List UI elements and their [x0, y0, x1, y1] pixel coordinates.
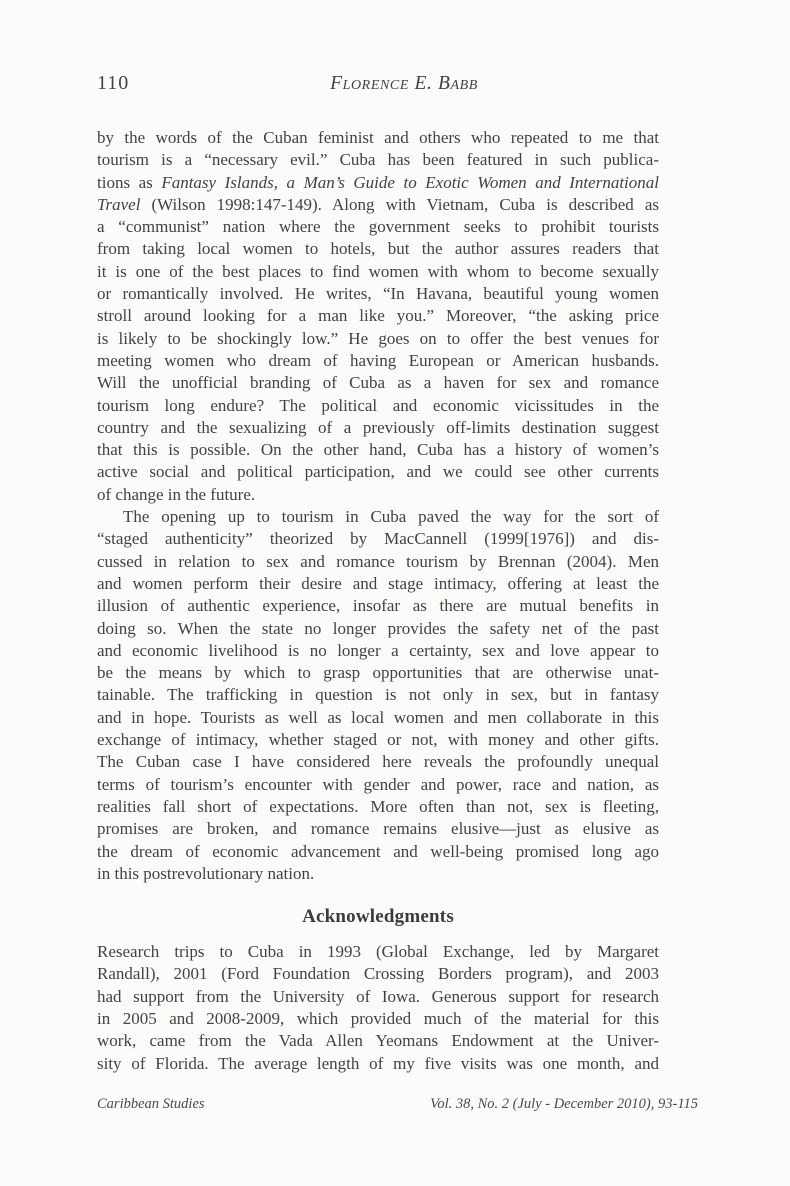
text-line: tainable. The trafficking in question is not only in sex, but in fantasy	[97, 685, 659, 705]
text-line: and women perform their desire and stage intimacy, offering at least the	[97, 573, 659, 593]
text-line: exchange of intimacy, whether staged or not, with money and other gifts.	[97, 730, 659, 750]
text-line: Randall), 2001 (Ford Foundation Crossing Borders program), and 2003	[97, 964, 659, 984]
article-body	[97, 127, 659, 1075]
volume-info: Vol. 38, No. 2 (July - December 2010), 93-115	[430, 1096, 698, 1112]
text-line: it is one of the best places to find women with whom to become sexually	[97, 261, 659, 281]
text-line: had support from the University of Iowa. Generous support for research	[97, 986, 659, 1006]
text-line: in this postrevolutionary nation.	[97, 863, 315, 883]
text-line: country and the sexualizing of a previously off-limits destination suggest	[97, 417, 659, 437]
text-line: tions as Fantasy Islands, a Man’s Guide to Exotic Women and International	[97, 172, 659, 192]
text-line: cussed in relation to sex and romance tourism by Brennan (2004). Men	[97, 551, 659, 571]
page-header	[97, 72, 659, 98]
text-line: active social and political participation, and we could see other currents	[97, 462, 659, 482]
text-line: Will the unofficial branding of Cuba as a haven for sex and romance	[97, 373, 659, 393]
paragraph	[97, 127, 659, 506]
page-number: 110	[97, 72, 130, 94]
section-heading: Acknowledgments	[302, 906, 454, 928]
text-line: that this is possible. On the other hand, Cuba has a history of women’s	[97, 440, 659, 460]
text-line: doing so. When the state no longer provides the safety net of the past	[97, 618, 659, 638]
text-line: the dream of economic advancement and well-being promised long ago	[97, 841, 659, 861]
text-line: realities fall short of expectations. More often than not, sex is fleeting,	[97, 796, 659, 816]
text-line: is likely to be shockingly low.” He goes on to offer the best venues for	[97, 328, 659, 348]
text-line: tourism long endure? The political and economic vicissitudes in the	[97, 395, 659, 415]
text-line: Research trips to Cuba in 1993 (Global Exchange, led by Margaret	[97, 942, 659, 962]
text-line: “staged authenticity” theorized by MacCannell (1999[1976]) and dis-	[97, 529, 659, 549]
text-line: The opening up to tourism in Cuba paved the way for the sort of	[123, 507, 659, 527]
text-line: Travel (Wilson 1998:147-149). Along with Vietnam, Cuba is described as	[97, 194, 659, 214]
text-line: from taking local women to hotels, but the author assures readers that	[97, 239, 659, 259]
text-line: or romantically involved. He writes, “In Havana, beautiful young women	[97, 284, 659, 304]
text-line: illusion of authentic experience, insofar as there are mutual benefits in	[97, 596, 659, 616]
text-line: in 2005 and 2008-2009, which provided much of the material for this	[97, 1008, 659, 1028]
text-line: The Cuban case I have considered here reveals the profoundly unequal	[97, 752, 659, 772]
text-line: work, came from the Vada Allen Yeomans Endowment at the Univer-	[97, 1031, 659, 1051]
paragraph	[97, 506, 659, 885]
text-line: and in hope. Tourists as well as local women and men collaborate in this	[97, 707, 659, 727]
text-line: tourism is a “necessary evil.” Cuba has been featured in such publica-	[97, 150, 659, 170]
text-line: stroll around looking for a man like you.” Moreover, “the asking price	[97, 306, 659, 326]
text-line: by the words of the Cuban feminist and others who repeated to me that	[97, 128, 659, 147]
text-line: be the means by which to grasp opportunities that are otherwise unat-	[97, 663, 659, 683]
running-head-author: Florence E. Babb	[330, 73, 478, 94]
journal-name: Caribbean Studies	[97, 1096, 205, 1112]
text-line: meeting women who dream of having European or American husbands.	[97, 350, 659, 370]
text-line: promises are broken, and romance remains elusive—just as elusive as	[97, 819, 659, 839]
text-line: a “communist” nation where the government seeks to prohibit tourists	[97, 217, 659, 237]
text-line: and economic livelihood is no longer a certainty, sex and love appear to	[97, 640, 659, 660]
page-footer	[97, 1096, 698, 1113]
paragraph	[97, 941, 659, 1075]
text-line: terms of tourism’s encounter with gender and power, race and nation, as	[97, 774, 659, 794]
text-line: of change in the future.	[97, 484, 256, 504]
text-line: sity of Florida. The average length of my five visits was one month, and	[97, 1053, 659, 1073]
